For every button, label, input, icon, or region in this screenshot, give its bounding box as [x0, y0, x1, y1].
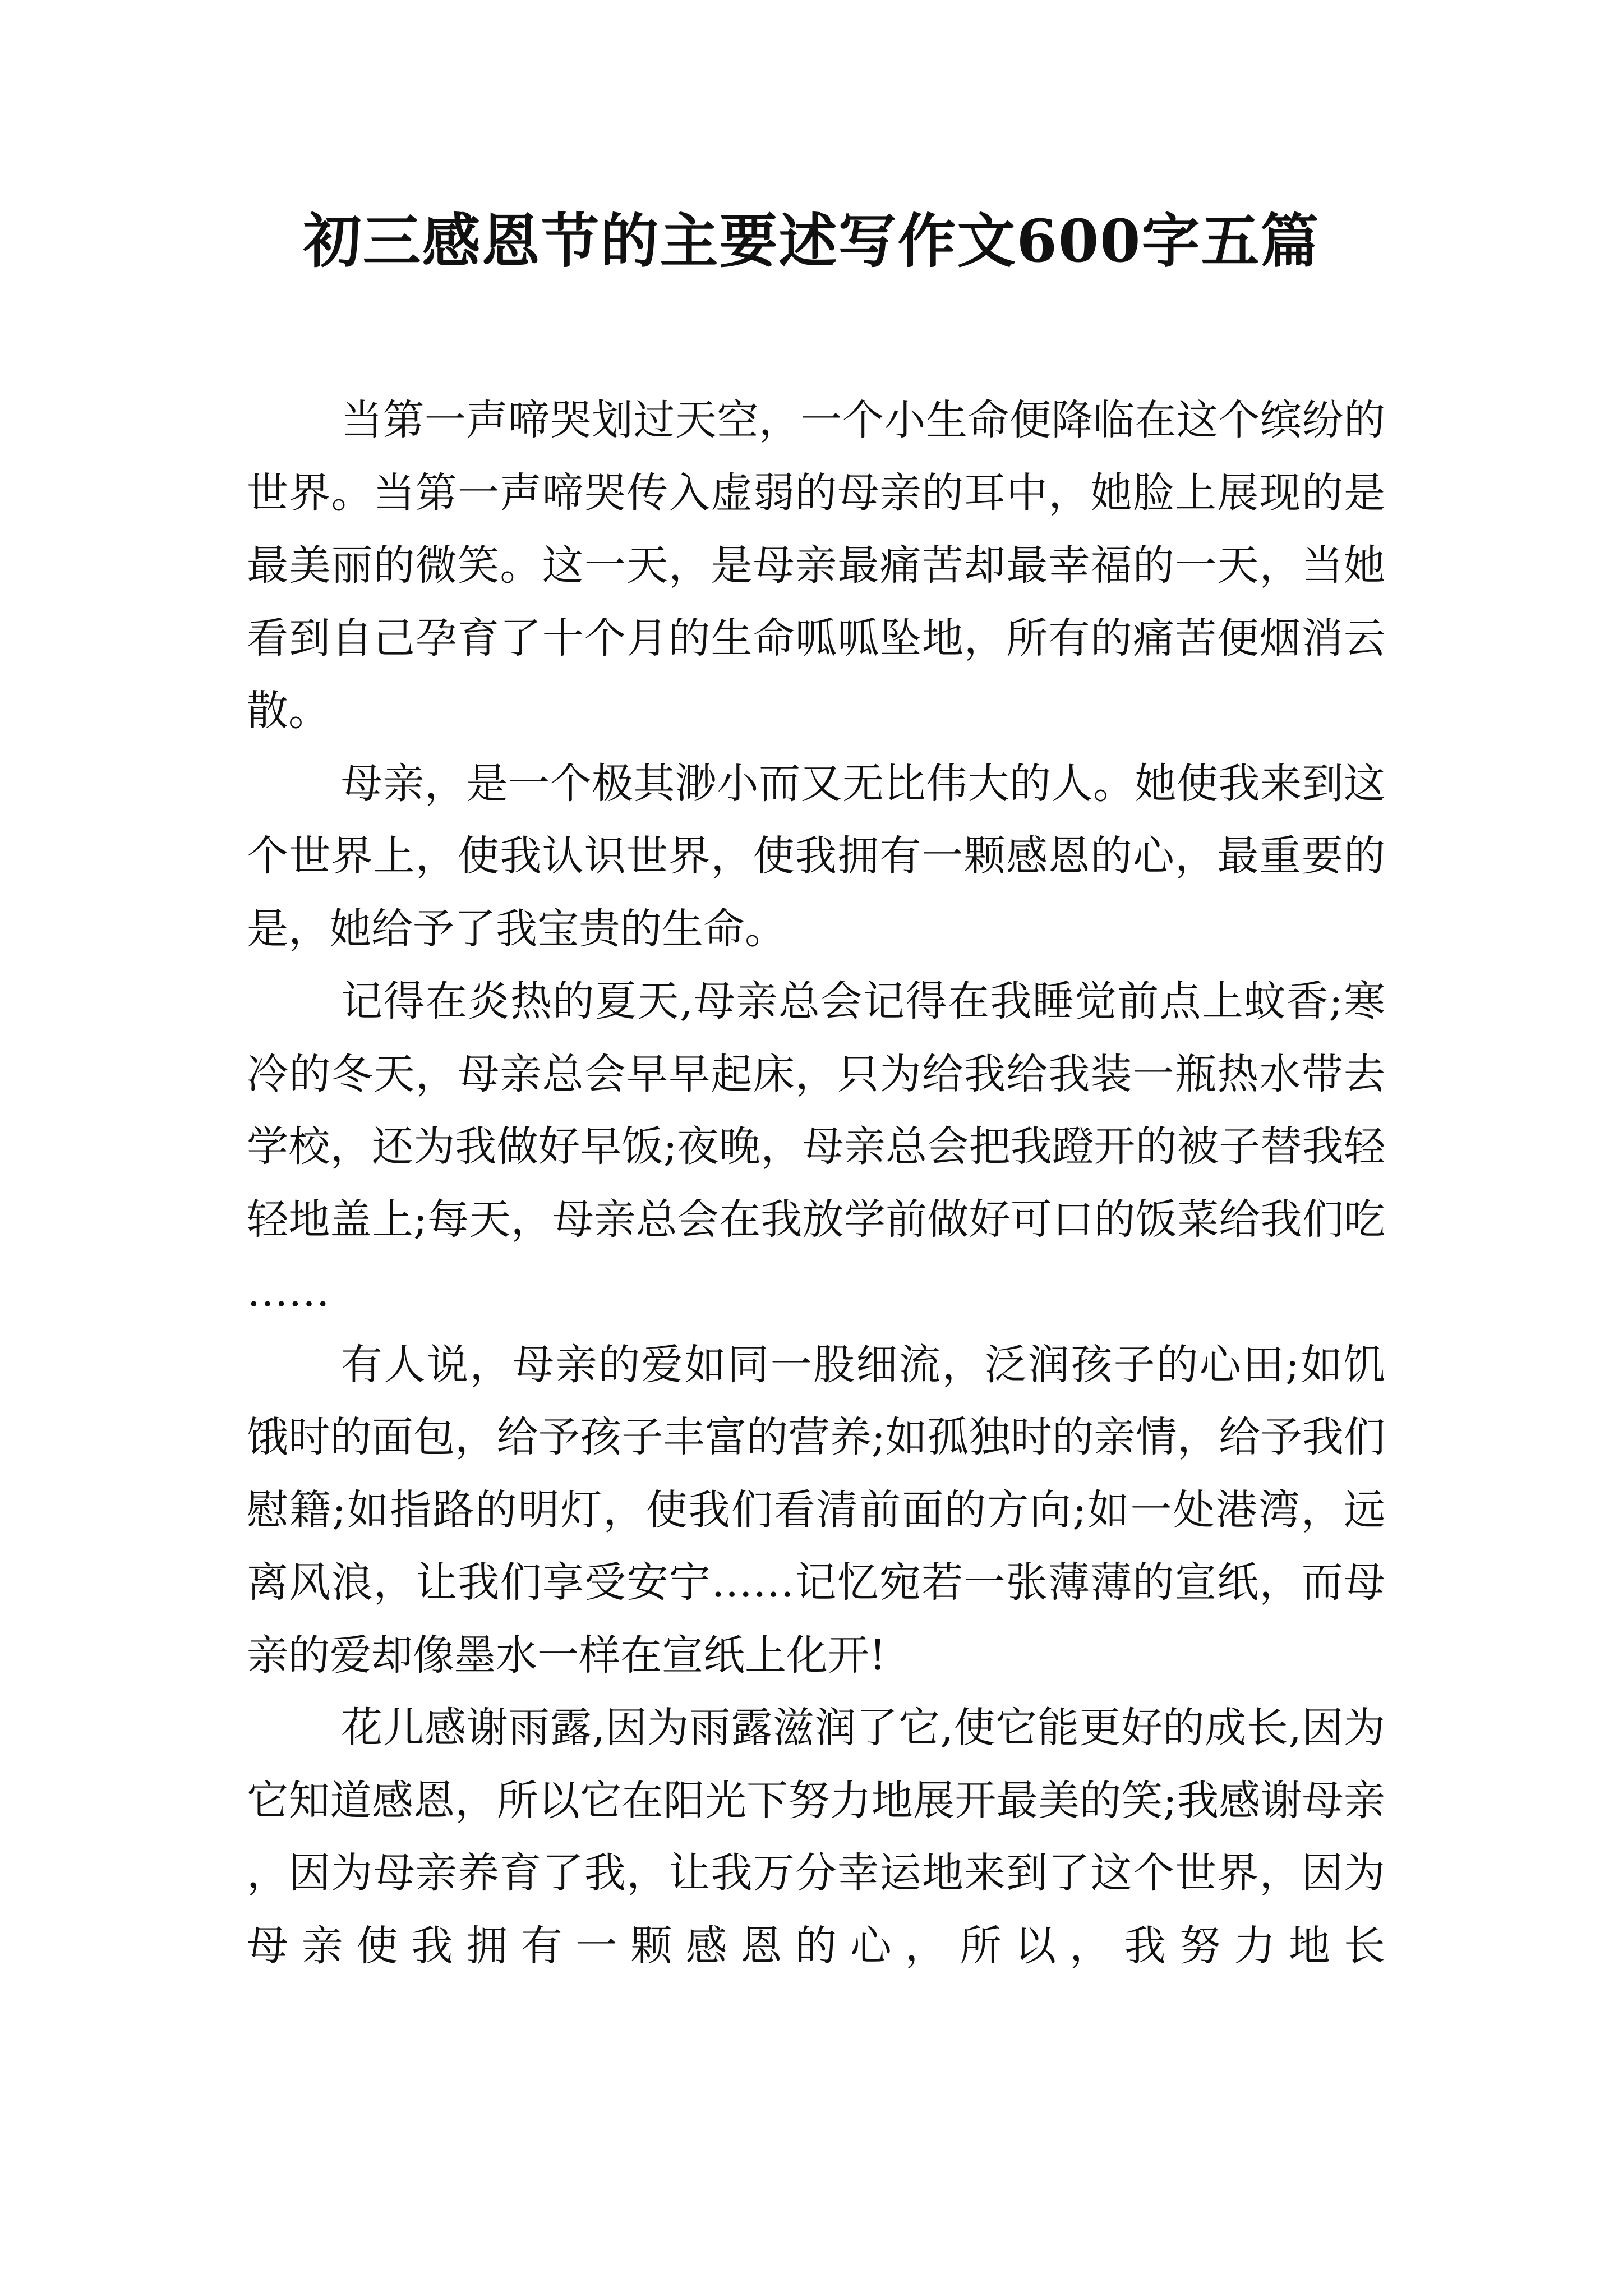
- paragraph-3: 记得在炎热的夏天,母亲总会记得在我睡觉前点上蚊香;寒冷的冬天，母亲总会早早起床，只为给我给我装一瓶热水带去学校，还为我做好早饭;夜晚，母亲总会把我蹬开的被子替我轻轻地盖上;每天，母亲总会在我放学前做好可口的饭菜给我们吃……: [247, 977, 1385, 1316]
- paragraph-5: 花儿感谢雨露,因为雨露滋润了它,使它能更好的成长,因为它知道感恩，所以它在阳光下努力地展开最美的笑;我感谢母亲，因为母亲养育了我，让我万分幸运地来到了这个世界，因为母亲使我拥有一颗感恩的心，所以，我努力地长: [247, 1704, 1385, 1970]
- document-title: 初三感恩节的主要述写作文600字五篇: [303, 206, 1320, 275]
- document-body: [247, 384, 1385, 1982]
- paragraph-1: 当第一声啼哭划过天空，一个小生命便降临在这个缤纷的世界。当第一声啼哭传入虚弱的母亲的耳中，她脸上展现的是最美丽的微笑。这一天，是母亲最痛苦却最幸福的一天，当她看到自己孕育了十个月的生命呱呱坠地，所有的痛苦便烟消云散。: [247, 396, 1385, 735]
- paragraph-2: 母亲，是一个极其渺小而又无比伟大的人。她使我来到这个世界上，使我认识世界，使我拥有一颗感恩的心，最重要的是，她给予了我宝贵的生命。: [247, 759, 1385, 953]
- paragraph-4: 有人说，母亲的爱如同一股细流，泛润孩子的心田;如饥饿时的面包，给予孩子丰富的营养;如孤独时的亲情，给予我们慰籍;如指路的明灯，使我们看清前面的方向;如一处港湾，远离风浪，让我们享受安宁……记忆宛若一张薄薄的宣纸，而母亲的爱却像墨水一样在宣纸上化开!: [247, 1340, 1385, 1680]
